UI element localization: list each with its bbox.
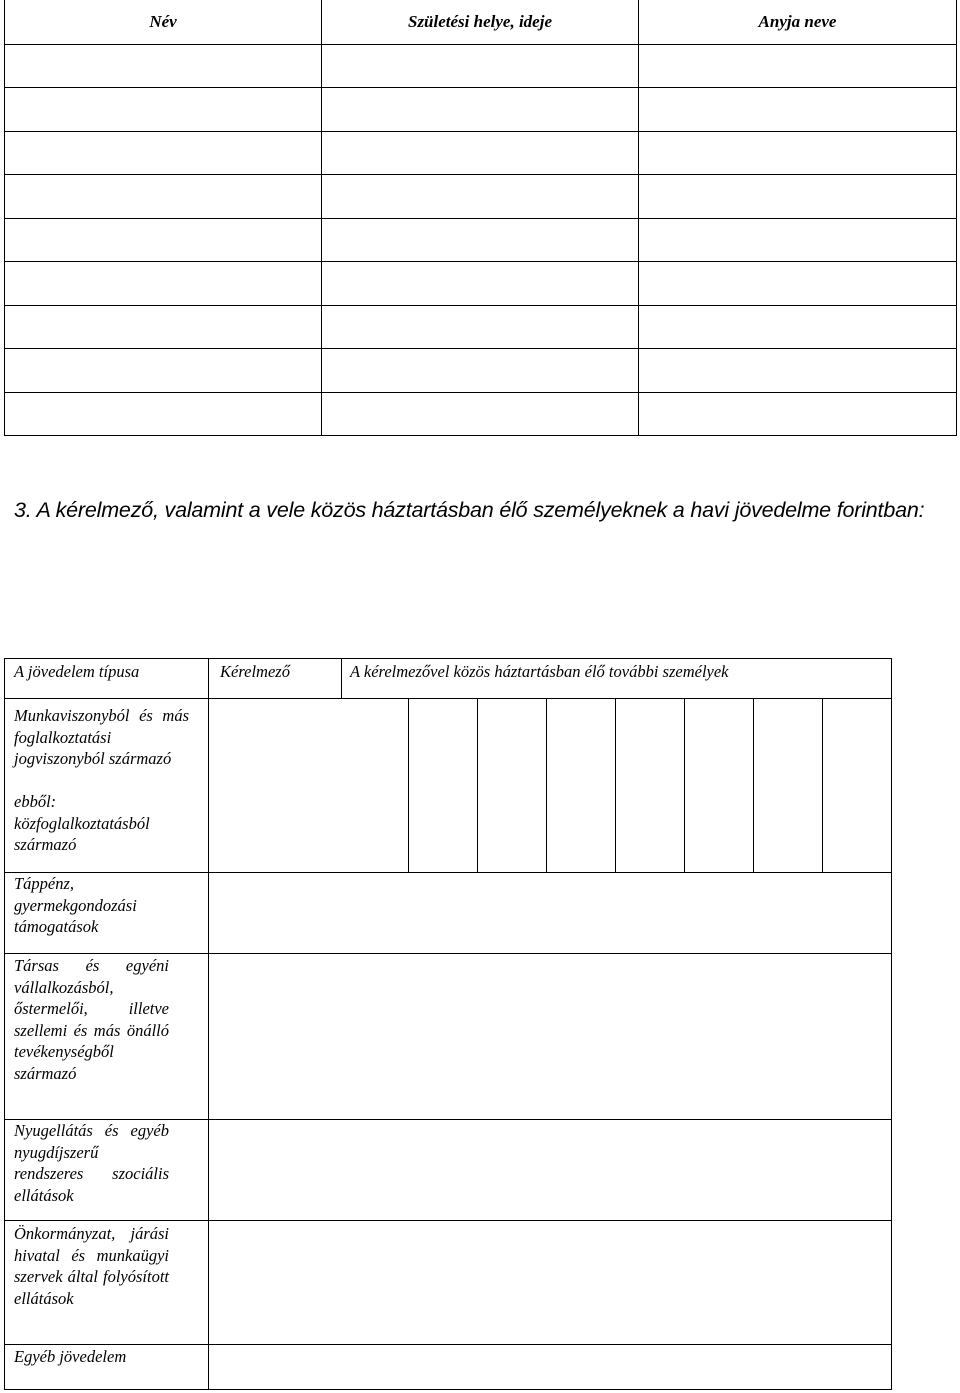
mother-name-cell[interactable] <box>639 392 957 436</box>
row-divider <box>4 953 892 954</box>
mother-name-cell[interactable] <box>639 131 957 174</box>
row-label-other-income: Egyéb jövedelem <box>14 1347 127 1366</box>
birth-place-date-cell[interactable] <box>322 349 639 392</box>
birth-place-date-cell[interactable] <box>322 88 639 131</box>
persons-table <box>4 0 956 436</box>
table-row <box>5 305 957 348</box>
table-row <box>5 131 957 174</box>
row-label-employment: Munkaviszonyból és más foglalkoztatási jogviszonyból származó <box>14 706 189 768</box>
table-row <box>5 349 957 392</box>
row-label-pension: Nyugellátás és egyéb nyugdíjszerű rendszeres szociális ellátások <box>14 1121 169 1205</box>
mother-name-cell[interactable] <box>639 349 957 392</box>
name-cell[interactable] <box>5 305 322 348</box>
table-border-top <box>4 658 892 659</box>
name-cell[interactable] <box>5 131 322 174</box>
table-row <box>5 88 957 131</box>
column-divider <box>546 698 547 872</box>
row-divider <box>4 1220 892 1221</box>
mother-name-cell[interactable] <box>639 175 957 218</box>
mother-name-cell[interactable] <box>639 88 957 131</box>
mother-name-cell[interactable] <box>639 305 957 348</box>
column-divider <box>753 698 754 872</box>
column-divider <box>208 658 209 1390</box>
name-cell[interactable] <box>5 349 322 392</box>
mother-name-cell[interactable] <box>639 262 957 305</box>
name-cell[interactable] <box>5 218 322 261</box>
column-divider <box>477 698 478 872</box>
birth-place-date-cell[interactable] <box>322 392 639 436</box>
table-border-bottom <box>4 1389 892 1390</box>
birth-place-date-cell[interactable] <box>322 175 639 218</box>
column-divider <box>408 698 409 872</box>
table-row <box>5 392 957 436</box>
name-cell[interactable] <box>5 175 322 218</box>
table-border-right <box>891 658 892 1390</box>
table-row <box>5 175 957 218</box>
column-header-household-members: A kérelmezővel közös háztartásban élő további személyek <box>350 662 729 681</box>
column-header-applicant: Kérelmező <box>220 662 290 681</box>
birth-place-date-cell[interactable] <box>322 45 639 88</box>
column-divider <box>341 658 342 698</box>
table-border-left <box>4 658 5 1390</box>
row-label-enterprise-income: Társas és egyéni vállalkozásból, őstermelői, illetve szellemi és más önálló tevékenységből származó <box>14 956 169 1083</box>
row-divider <box>4 1344 892 1345</box>
row-divider <box>4 698 892 699</box>
row-label-municipal-benefits: Önkormányzat, járási hivatal és munkaügyi szervek által folyósított ellátások <box>14 1224 169 1308</box>
column-header-income-type: A jövedelem típusa <box>14 662 140 681</box>
column-divider <box>822 698 823 872</box>
row-label-sick-pay-childcare: Táppénz, gyermekgondozási támogatások <box>14 874 137 936</box>
birth-place-date-cell[interactable] <box>322 305 639 348</box>
section-heading: 3. A kérelmező, valamint a vele közös háztartásban élő személyeknek a havi jövedelme forintban: <box>14 498 925 522</box>
column-header-name: Név <box>5 0 322 45</box>
column-divider <box>615 698 616 872</box>
column-divider <box>684 698 685 872</box>
name-cell[interactable] <box>5 262 322 305</box>
birth-place-date-cell[interactable] <box>322 262 639 305</box>
birth-place-date-cell[interactable] <box>322 218 639 261</box>
name-cell[interactable] <box>5 392 322 436</box>
name-cell[interactable] <box>5 45 322 88</box>
birth-place-date-cell[interactable] <box>322 131 639 174</box>
table-row <box>5 218 957 261</box>
row-sublabel-public-work: ebből: közfoglalkoztatásból származó <box>14 792 150 854</box>
column-header-birth-place-date: Születési helye, ideje <box>322 0 639 45</box>
name-cell[interactable] <box>5 88 322 131</box>
persons-table-header-row <box>5 0 957 45</box>
mother-name-cell[interactable] <box>639 45 957 88</box>
table-row <box>5 262 957 305</box>
column-header-mother-name: Anyja neve <box>639 0 957 45</box>
mother-name-cell[interactable] <box>639 218 957 261</box>
table-row <box>5 45 957 88</box>
